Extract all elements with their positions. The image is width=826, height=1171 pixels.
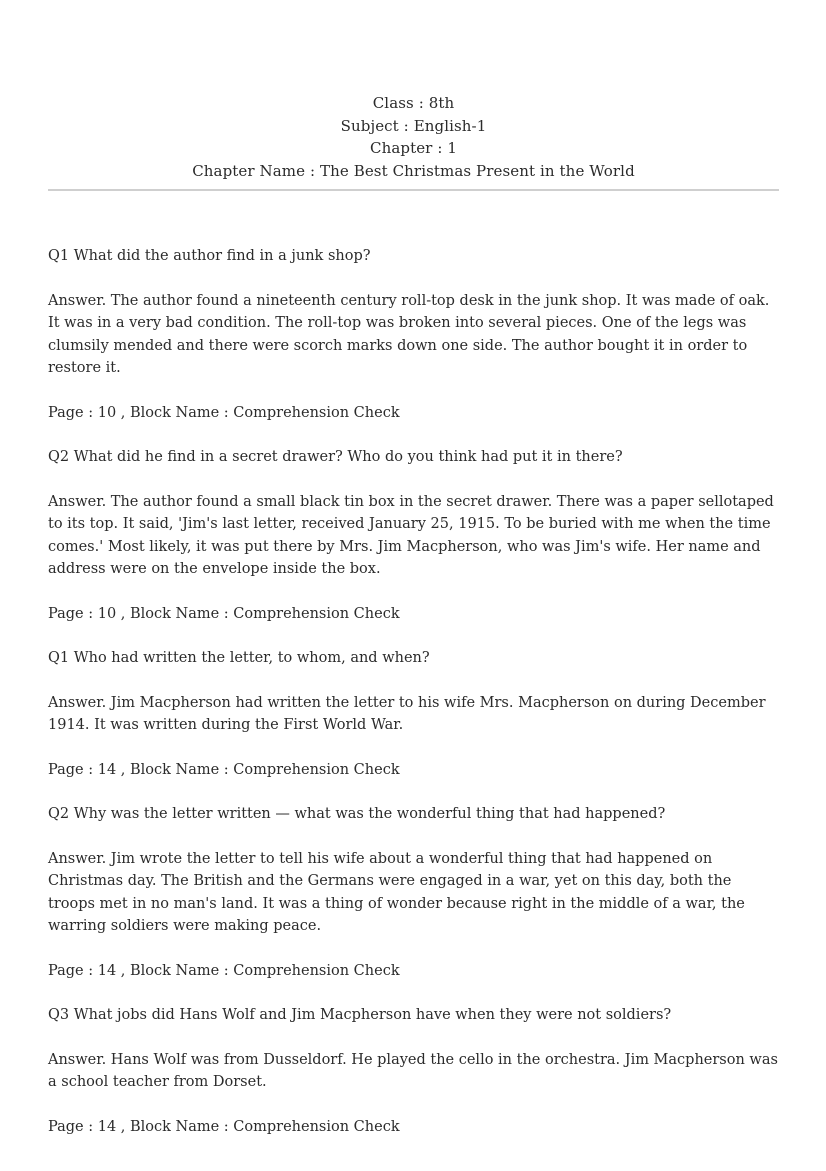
document-header [48,92,779,182]
answer-1: Answer. The author found a nineteenth century roll-top desk in the junk shop. It was made of oak. It was in a very bad condition. The roll-top was broken into several pieces. One of the legs was clumsily mended and there were scorch marks down one side. The author bought it in order to restore it. [48,292,770,376]
question-4: Q2 Why was the letter written — what was the wonderful thing that had happened? [48,806,666,822]
answer-2: Answer. The author found a small black tin box in the secret drawer. There was a paper sellotaped to its top. It said, 'Jim's last letter, received January 25, 1915. To be buried with me when the time comes.' Most likely, it was put there by Mrs. Jim Macpherson, who was Jim's wife. Her name and address were on the envelope inside the box. [48,493,774,577]
question-5: Q3 What jobs did Hans Wolf and Jim Macpherson have when they were not soldiers? [48,1007,672,1023]
subject-line: Subject : English-1 [340,116,487,135]
page-ref-1: Page : 10 , Block Name : Comprehension Check [48,404,400,421]
answer-4: Answer. Jim wrote the letter to tell his wife about a wonderful thing that had happened on Christmas day. The British and the Germans were engaged in a war, yet on this day, both the troops met in no man's land. It was a thing of wonder because right in the middle of a war, the warring soldiers were making peace. [48,850,745,934]
answer-5: Answer. Hans Wolf was from Dusseldorf. He played the cello in the orchestra. Jim Macpherson was a school teacher from Dorset. [48,1051,778,1090]
header-divider [48,189,779,191]
page-ref-5: Page : 14 , Block Name : Comprehension Check [48,1118,400,1135]
page-ref-4: Page : 14 , Block Name : Comprehension Check [48,962,400,979]
page-ref-2: Page : 10 , Block Name : Comprehension Check [48,605,400,622]
page-ref-3: Page : 14 , Block Name : Comprehension Check [48,761,400,778]
question-1: Q1 What did the author find in a junk shop? [48,248,371,264]
chapter-line: Chapter : 1 [370,139,457,157]
chapter-name-line: Chapter Name : The Best Christmas Present in the World [192,161,635,180]
answer-3: Answer. Jim Macpherson had written the letter to his wife Mrs. Macpherson on during December 1914. It was written during the First World War. [48,694,766,733]
question-2: Q2 What did he find in a secret drawer? Who do you think had put it in there? [48,449,623,465]
class-line: Class : 8th [372,94,455,112]
question-3: Q1 Who had written the letter, to whom, and when? [48,650,430,666]
qa-content [48,245,779,1160]
